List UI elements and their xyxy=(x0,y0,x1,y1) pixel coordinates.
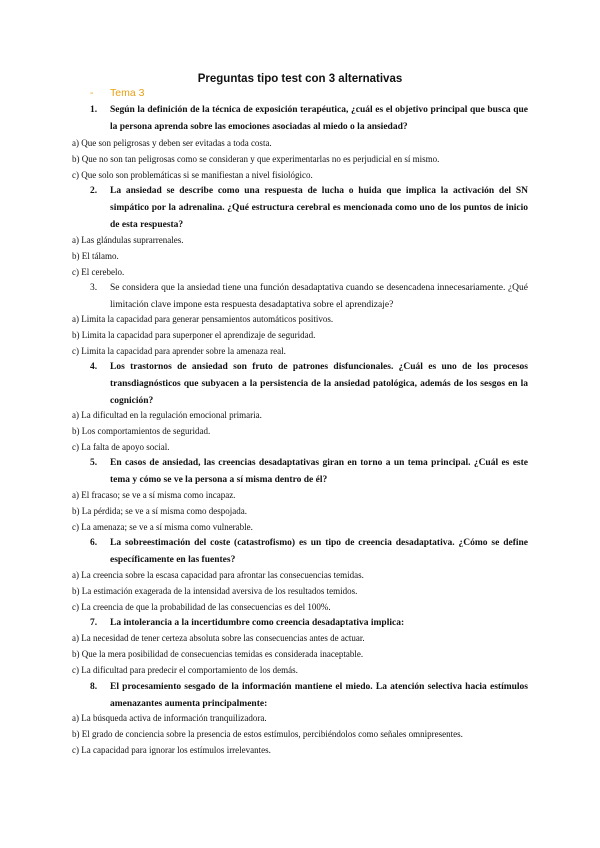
q7-option-b: b) Que la mera posibilidad de consecuencias temidas es considerada inaceptable. xyxy=(72,649,364,659)
q1-option-a: a) Que son peligrosas y deben ser evitadas a toda costa. xyxy=(72,138,272,148)
question-number: 6. xyxy=(90,538,98,548)
q4-option-b: b) Los comportamientos de seguridad. xyxy=(72,426,211,436)
topic-bullet: - xyxy=(90,87,94,99)
q4-option-a: a) La dificultad en la regulación emocional primaria. xyxy=(72,410,262,420)
q3-option-b: b) Limita la capacidad para superponer el aprendizaje de seguridad. xyxy=(72,330,316,340)
question-text: Los trastornos de ansiedad son fruto de patrones disfuncionales. ¿Cuál es uno de los procesos transdiagnósticos que subyacen a la persistencia de la ansiedad patológica, además de los sesgos en la cognición? xyxy=(110,362,528,406)
q4-option-c: c) La falta de apoyo social. xyxy=(72,442,170,452)
question-text: La intolerancia a la incertidumbre como creencia desadaptativa implica: xyxy=(110,618,405,628)
question-number: 5. xyxy=(90,458,98,468)
q7-option-a: a) La necesidad de tener certeza absoluta sobre las consecuencias antes de actuar. xyxy=(72,633,365,643)
q1-option-b: b) Que no son tan peligrosas como se consideran y que experimentarlas no es perjudicial en sí mismo. xyxy=(72,154,440,164)
question-7 xyxy=(90,615,528,632)
q6-option-b: b) La estimación exagerada de la intensidad aversiva de los resultados temidos. xyxy=(72,586,358,596)
q5-option-c: c) La amenaza; se ve a sí misma como vulnerable. xyxy=(72,522,253,532)
q6-option-c: c) La creencia de que la probabilidad de las consecuencias es del 100%. xyxy=(72,602,331,612)
question-2 xyxy=(90,183,528,234)
question-text: La ansiedad se describe como una respuesta de lucha o huida que implica la activación del SN simpático por la adrenalina. ¿Qué estructura cerebral es mencionada como uno de los puntos de inicio de esta respuesta? xyxy=(110,186,528,230)
question-text: Se considera que la ansiedad tiene una función desadaptativa cuando se desencadena innecesariamente. ¿Qué limitación clave impone esta respuesta desadaptativa sobre el aprendizaje? xyxy=(110,283,528,310)
q5-option-a: a) El fracaso; se ve a sí misma como incapaz. xyxy=(72,490,236,500)
question-1 xyxy=(90,102,528,136)
q3-option-a: a) Limita la capacidad para generar pensamientos automáticos positivos. xyxy=(72,314,334,324)
question-number: 3. xyxy=(90,283,98,293)
q2-option-b: b) El tálamo. xyxy=(72,251,119,261)
q8-option-a: a) La búsqueda activa de información tranquilizadora. xyxy=(72,713,267,723)
q2-option-a: a) Las glándulas suprarrenales. xyxy=(72,235,184,245)
question-3 xyxy=(90,280,528,314)
q1-option-c: c) Que solo son problemáticas si se manifiestan a nivel fisiológico. xyxy=(72,170,313,180)
question-number: 7. xyxy=(90,618,98,628)
page-title: Preguntas tipo test con 3 alternativas xyxy=(197,73,403,85)
question-4 xyxy=(90,359,528,410)
q7-option-c: c) La dificultad para predecir el comportamiento de los demás. xyxy=(72,665,298,675)
question-6 xyxy=(90,535,528,569)
q6-option-a: a) La creencia sobre la escasa capacidad para afrontar las consecuencias temidas. xyxy=(72,570,364,580)
q8-option-b: b) El grado de conciencia sobre la presencia de estos estímulos, percibiéndolos como señales omnipresentes. xyxy=(72,729,463,739)
question-number: 8. xyxy=(90,682,98,692)
question-text: La sobreestimación del coste (catastrofismo) es un tipo de creencia desadaptativa. ¿Cómo se define específicamente en las fuentes? xyxy=(110,538,528,565)
question-number: 4. xyxy=(90,362,98,372)
q2-option-c: c) El cerebelo. xyxy=(72,267,125,277)
question-8 xyxy=(90,679,528,713)
q8-option-c: c) La capacidad para ignorar los estímulos irrelevantes. xyxy=(72,745,271,755)
question-text: En casos de ansiedad, las creencias desadaptativas giran en torno a un tema principal. ¿Cuál es este tema y cómo se ve la persona a sí misma dentro de él? xyxy=(110,458,528,485)
question-number: 1. xyxy=(90,105,98,115)
question-text: El procesamiento sesgado de la información mantiene el miedo. La atención selectiva hacia estímulos amenazantes aumenta principalmente: xyxy=(110,682,528,709)
question-number: 2. xyxy=(90,186,98,196)
question-text: Según la definición de la técnica de exposición terapéutica, ¿cuál es el objetivo principal que busca que la persona aprenda sobre las emociones asociadas al miedo o la ansiedad? xyxy=(110,105,528,132)
topic-heading xyxy=(90,87,144,99)
topic-label: Tema 3 xyxy=(110,87,145,99)
question-5 xyxy=(90,455,528,489)
q5-option-b: b) La pérdida; se ve a sí misma como despojada. xyxy=(72,506,247,516)
q3-option-c: c) Limita la capacidad para aprender sobre la amenaza real. xyxy=(72,346,286,356)
